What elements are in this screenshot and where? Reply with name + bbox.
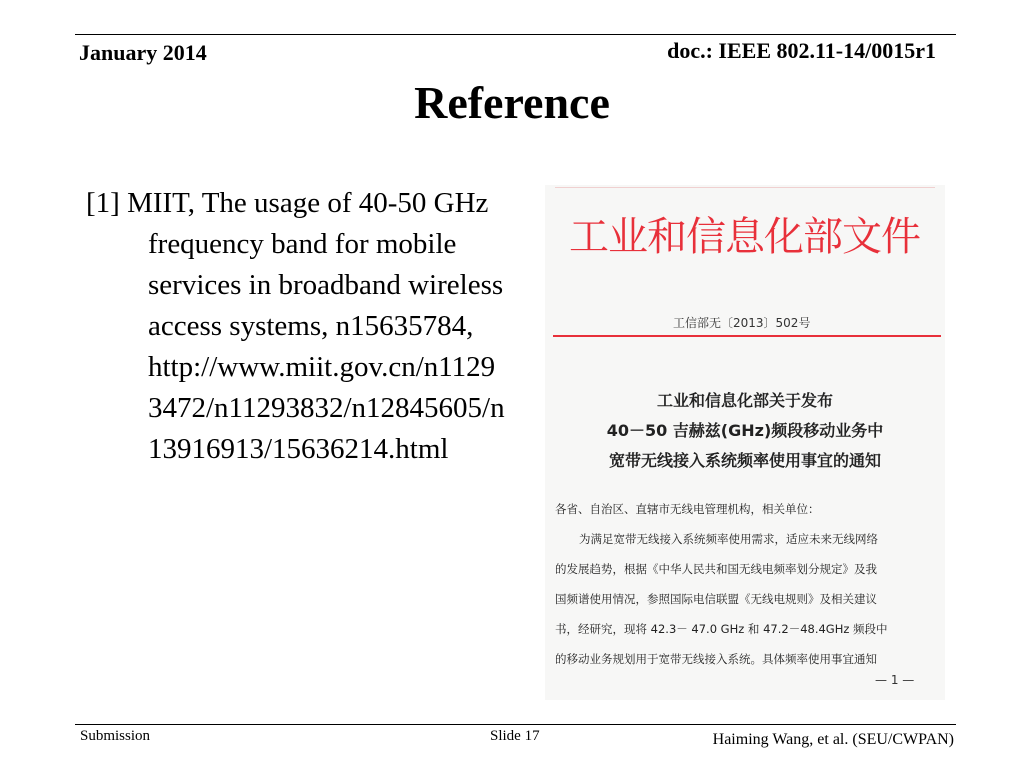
scan-red-rule bbox=[553, 335, 941, 337]
scan-page-mark: — 1 — bbox=[875, 673, 915, 687]
scan-title-line: 40－50 吉赫兹(GHz)频段移动业务中 bbox=[606, 421, 884, 440]
reference-list bbox=[86, 183, 506, 470]
scan-heading: 工业和信息化部文件 bbox=[569, 214, 920, 260]
scan-title-line: 宽带无线接入系统频率使用事宜的通知 bbox=[608, 451, 881, 470]
footer-rule bbox=[75, 724, 956, 725]
scanned-document-image bbox=[545, 185, 945, 700]
footer-authors: Haiming Wang, et al. (SEU/CWPAN) bbox=[712, 731, 954, 748]
scan-top-line bbox=[555, 187, 935, 188]
scan-body-line: 书，经研究，现将 42.3－ 47.0 GHz 和 47.2－48.4GHz 频段中 bbox=[555, 622, 888, 636]
reference-item: [1] MIIT, The usage of 40-50 GHz frequency band for mobile services in broadband wireless access systems, n15635784, http://www.miit.gov.cn/n11293472/n11293832/n12845605/n13916913/15636214.html bbox=[86, 187, 505, 465]
scan-body-line: 各省、自治区、直辖市无线电管理机构，相关单位： bbox=[555, 502, 820, 516]
scan-body-line: 的移动业务规划用于宽带无线接入系统。具体频率使用事宜通知 bbox=[555, 652, 877, 666]
scan-title-line: 工业和信息化部关于发布 bbox=[656, 391, 833, 410]
footer-submission: Submission bbox=[80, 728, 151, 744]
header-date: January 2014 bbox=[79, 40, 207, 65]
slide-title: Reference bbox=[414, 77, 610, 128]
scan-body-line: 为满足宽带无线接入系统频率使用需求，适应未来无线网络 bbox=[579, 532, 878, 546]
scan-doc-number: 工信部无〔2013〕502号 bbox=[673, 316, 811, 330]
header-rule bbox=[75, 34, 956, 35]
scan-body-line: 的发展趋势，根据《中华人民共和国无线电频率划分规定》及我 bbox=[555, 562, 877, 576]
header-doc-id: doc.: IEEE 802.11-14/0015r1 bbox=[667, 38, 936, 63]
scan-body-line: 国频谱使用情况，参照国际电信联盟《无线电规则》及相关建议 bbox=[555, 592, 877, 606]
footer-slide-number: Slide 17 bbox=[490, 728, 540, 744]
